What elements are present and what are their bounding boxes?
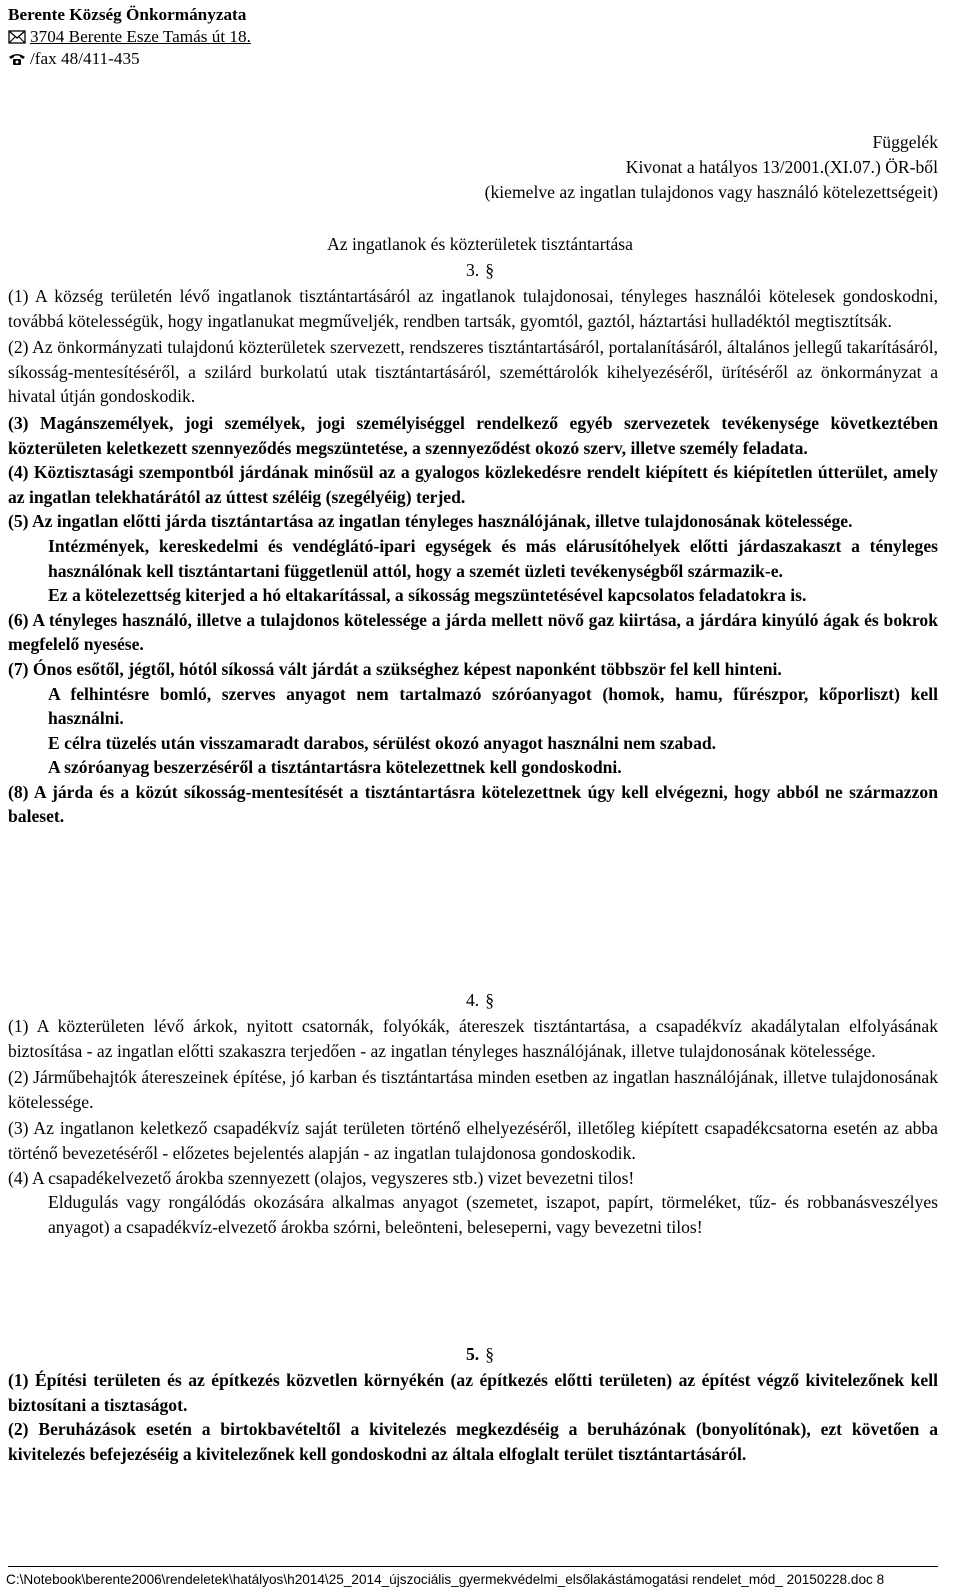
s3-clause-6: (6) A tényleges használó, illetve a tulajdonos kötelessége a járda mellett növő gaz kiirtása, a járdára kinyúló ágak és bokrok megfelelő nyesése. [8, 609, 938, 655]
appendix-label: Függelék [872, 132, 938, 152]
s4-clause-3: (3) Az ingatlanon keletkező csapadékvíz saját területen történő elhelyezéséről, illetőleg kiépített csapadékcsatorna esetén az abba történő bevezetéséről - előzetes bejelentés alapján - az ingatlan tulajdonosa gondoskodik. [8, 1118, 938, 1163]
extract-title: Kivonat a hatályos 13/2001.(XI.07.) ÖR-ből [625, 157, 938, 177]
envelope-icon [8, 30, 26, 44]
paragraph-3-heading [0, 258, 960, 283]
s3-clause-5b: Ez a kötelezettség kiterjed a hó eltakarítással, a síkosság megszüntetésével kapcsolatos feladatokra is. [48, 585, 807, 606]
section-3-body [8, 284, 938, 829]
s3-clause-5: (5) Az ingatlan előtti járda tisztántartása az ingatlan tényleges használójának, illetve tulajdonosának kötelessége. [8, 511, 853, 532]
paragraph-4-heading [0, 988, 960, 1013]
footer-file-path: C:\Notebook\berente2006\rendeletek\hatályos\h2014\25_2014_újszociális_gyermekvédelmi_elsőlakástámogatási rendelet_mód_ 20150228.doc 8 [6, 1572, 885, 1587]
s4-clause-2: (2) Járműbehajtók átereszeinek építése, jó karban és tisztántartása minden esetben az ingatlan használójának, illetve tulajdonosának kötelessége. [8, 1067, 938, 1112]
address: 3704 Berente Esze Tamás út 18. [30, 27, 251, 46]
s3-clause-7c: A szóróanyag beszerzéséről a tisztántartásra kötelezettnek kell gondoskodni. [48, 757, 622, 778]
paragraph-number: 4. [466, 990, 480, 1010]
section-4-body [8, 1014, 938, 1239]
address-line [8, 26, 251, 48]
letterhead [8, 4, 251, 70]
paragraph-number: 3. [466, 260, 480, 280]
section-5-body [8, 1368, 938, 1466]
appendix-heading [485, 130, 938, 205]
phone-line [8, 48, 251, 70]
s3-clause-8: (8) A járda és a közút síkosság-mentesítését a tisztántartásra kötelezettnek úgy kell elvégezni, hogy abból ne származzon baleset. [8, 781, 938, 827]
s4-clause-4a: Eldugulás vagy rongálódás okozására alkalmas anyagot (szemetet, iszapot, papírt, törmeléket, tűz- és robbanásveszélyes anyagot) a csapadékvíz-elvezető árokba szórni, beleönteni, beleseperni, vagy bevezetni tilos! [48, 1192, 938, 1237]
paragraph-number: 5. [466, 1344, 480, 1364]
s4-clause-1: (1) A közterületen lévő árkok, nyitott csatornák, folyókák, átereszek tisztántartása, a csapadékvíz akadálytalan elfolyásának biztosítása - az ingatlan előtti szakaszra terjedően - az ingatlan tényleges használójának, illetve tulajdonosának kötelessége. [8, 1016, 938, 1061]
telephone-icon [8, 52, 26, 66]
organization-name: Berente Község Önkormányzata [8, 5, 247, 24]
phone-fax: /fax 48/411-435 [30, 49, 140, 68]
s5-clause-1: (1) Építési területen és az építkezés közvetlen környékén (az építkezés előtti területen) az építést végző kivitelezőnek kell biztosítani a tisztaságot. [8, 1370, 938, 1415]
s3-clause-7b: E célra tüzelés után visszamaradt darabos, sérülést okozó anyagot használni nem szabad. [48, 732, 717, 753]
s5-clause-2: (2) Beruházások esetén a birtokbavételtől a kivitelezés megkezdéséig a beruházónak (bonyolítónak), ezt követően a kivitelezés befejezéséig a kivitelezőnek kell gondoskodni az általa elfoglalt terület tisztántartásáról. [8, 1419, 938, 1464]
paragraph-5-heading [0, 1342, 960, 1367]
s3-clause-1: (1) A község területén lévő ingatlanok tisztántartásáról az ingatlanok tulajdonosai, tényleges használói kötelesek gondoskodni, továbbá kötelességük, hogy ingatlanukat megműveljék, rendben tartsák, gyomtól, gaztól, háztartási hulladéktól megtisztítsák. [8, 286, 938, 331]
section-symbol: § [485, 990, 494, 1010]
s3-clause-5a: Intézmények, kereskedelmi és vendéglátó-ipari egységek és más elárusítóhelyek előtti járdaszakaszt a tényleges használónak kell tisztántartani függetlenül attól, hogy a szemét üzleti tevékenységből származik-e. [48, 535, 938, 581]
s3-clause-7a: A felhintésre bomló, szerves anyagot nem tartalmazó szóróanyagot (homok, hamu, fűrészpor, kőporliszt) kell használni. [48, 683, 938, 729]
section-symbol: § [485, 260, 494, 280]
s3-clause-4: (4) Köztisztasági szempontból járdának minősül az a gyalogos közlekedésre rendelt kiépített és kiépítetlen útterület, amely az ingatlan telekhatárától az úttest széléig (szegélyéig) terjed. [8, 462, 938, 507]
s3-clause-7: (7) Ónos esőtől, jégtől, hótól síkossá vált járdát a szükséghez képest naponként többször fel kell hinteni. [8, 658, 782, 679]
section-symbol: § [485, 1344, 494, 1364]
s3-clause-2: (2) Az önkormányzati tulajdonú közterületek szervezett, rendszeres tisztántartásáról, portalanításáról, általános jellegű takarításáról, síkosság-mentesítéséről, a szilárd burkolatú utak tisztántartásáról, szeméttárolók kihelyezéséről, ürítéséről az önkormányzat a hivatal útján gondoskodik. [8, 337, 938, 407]
extract-subtitle: (kiemelve az ingatlan tulajdonos vagy használó kötelezettségeit) [484, 182, 938, 202]
s4-clause-4: (4) A csapadékelvezető árokba szennyezett (olajos, vegyszeres stb.) vizet bevezetni tilos! [8, 1167, 635, 1188]
s3-clause-3: (3) Magánszemélyek, jogi személyek, jogi személyiséggel rendelkező egyéb szervezetek tevékenysége következtében közterületen keletkezett szennyeződés megszüntetése, a szennyeződést okozó szerv, illetve személy feladata. [8, 412, 938, 458]
footer-rule [8, 1566, 938, 1567]
section-title: Az ingatlanok és közterületek tisztántartása [327, 234, 633, 254]
